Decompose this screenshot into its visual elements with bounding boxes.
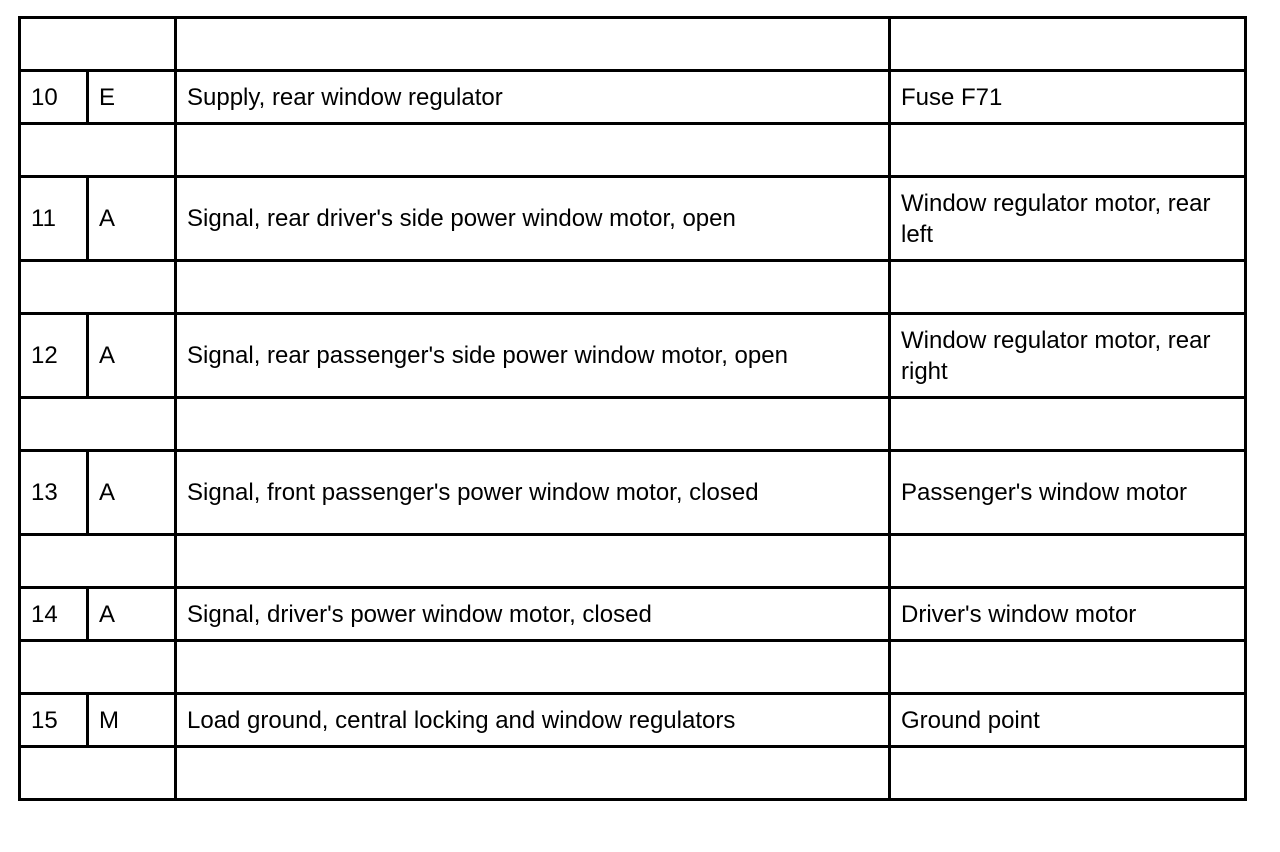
table-row: [20, 588, 1246, 641]
empty-cell: [890, 398, 1246, 451]
description-cell: Load ground, central locking and window regulators: [176, 694, 890, 747]
destination-cell: Window regulator motor, rear right: [890, 314, 1246, 398]
table-row: [20, 71, 1246, 124]
empty-cell: [20, 747, 176, 800]
pin-number-cell: 13: [20, 451, 88, 535]
spacer-row: [20, 124, 1246, 177]
empty-cell: [890, 535, 1246, 588]
signal-code-cell: A: [88, 451, 176, 535]
empty-cell: [176, 398, 890, 451]
signal-code-cell: A: [88, 588, 176, 641]
empty-cell: [890, 124, 1246, 177]
table-row: [20, 694, 1246, 747]
description-cell: Signal, front passenger's power window motor, closed: [176, 451, 890, 535]
spacer-row: [20, 18, 1246, 71]
pin-assignment-table: [18, 16, 1247, 801]
pin-number-cell: 14: [20, 588, 88, 641]
empty-cell: [176, 18, 890, 71]
empty-cell: [176, 124, 890, 177]
spacer-row: [20, 261, 1246, 314]
empty-cell: [890, 641, 1246, 694]
empty-cell: [20, 398, 176, 451]
spacer-row: [20, 398, 1246, 451]
empty-cell: [20, 124, 176, 177]
signal-code-cell: A: [88, 177, 176, 261]
table-row: [20, 451, 1246, 535]
empty-cell: [890, 747, 1246, 800]
empty-cell: [176, 535, 890, 588]
description-cell: Signal, rear driver's side power window motor, open: [176, 177, 890, 261]
empty-cell: [20, 18, 176, 71]
destination-cell: Fuse F71: [890, 71, 1246, 124]
empty-cell: [890, 18, 1246, 71]
empty-cell: [176, 261, 890, 314]
table-row: [20, 177, 1246, 261]
pin-number-cell: 11: [20, 177, 88, 261]
spacer-row: [20, 535, 1246, 588]
empty-cell: [20, 261, 176, 314]
pin-number-cell: 12: [20, 314, 88, 398]
description-cell: Supply, rear window regulator: [176, 71, 890, 124]
spacer-row: [20, 641, 1246, 694]
destination-cell: Window regulator motor, rear left: [890, 177, 1246, 261]
empty-cell: [176, 747, 890, 800]
description-cell: Signal, driver's power window motor, closed: [176, 588, 890, 641]
spacer-row: [20, 747, 1246, 800]
signal-code-cell: A: [88, 314, 176, 398]
signal-code-cell: M: [88, 694, 176, 747]
pin-number-cell: 10: [20, 71, 88, 124]
destination-cell: Ground point: [890, 694, 1246, 747]
empty-cell: [20, 641, 176, 694]
signal-code-cell: E: [88, 71, 176, 124]
destination-cell: Passenger's window motor: [890, 451, 1246, 535]
description-cell: Signal, rear passenger's side power window motor, open: [176, 314, 890, 398]
destination-cell: Driver's window motor: [890, 588, 1246, 641]
empty-cell: [176, 641, 890, 694]
empty-cell: [890, 261, 1246, 314]
empty-cell: [20, 535, 176, 588]
table-row: [20, 314, 1246, 398]
pin-number-cell: 15: [20, 694, 88, 747]
